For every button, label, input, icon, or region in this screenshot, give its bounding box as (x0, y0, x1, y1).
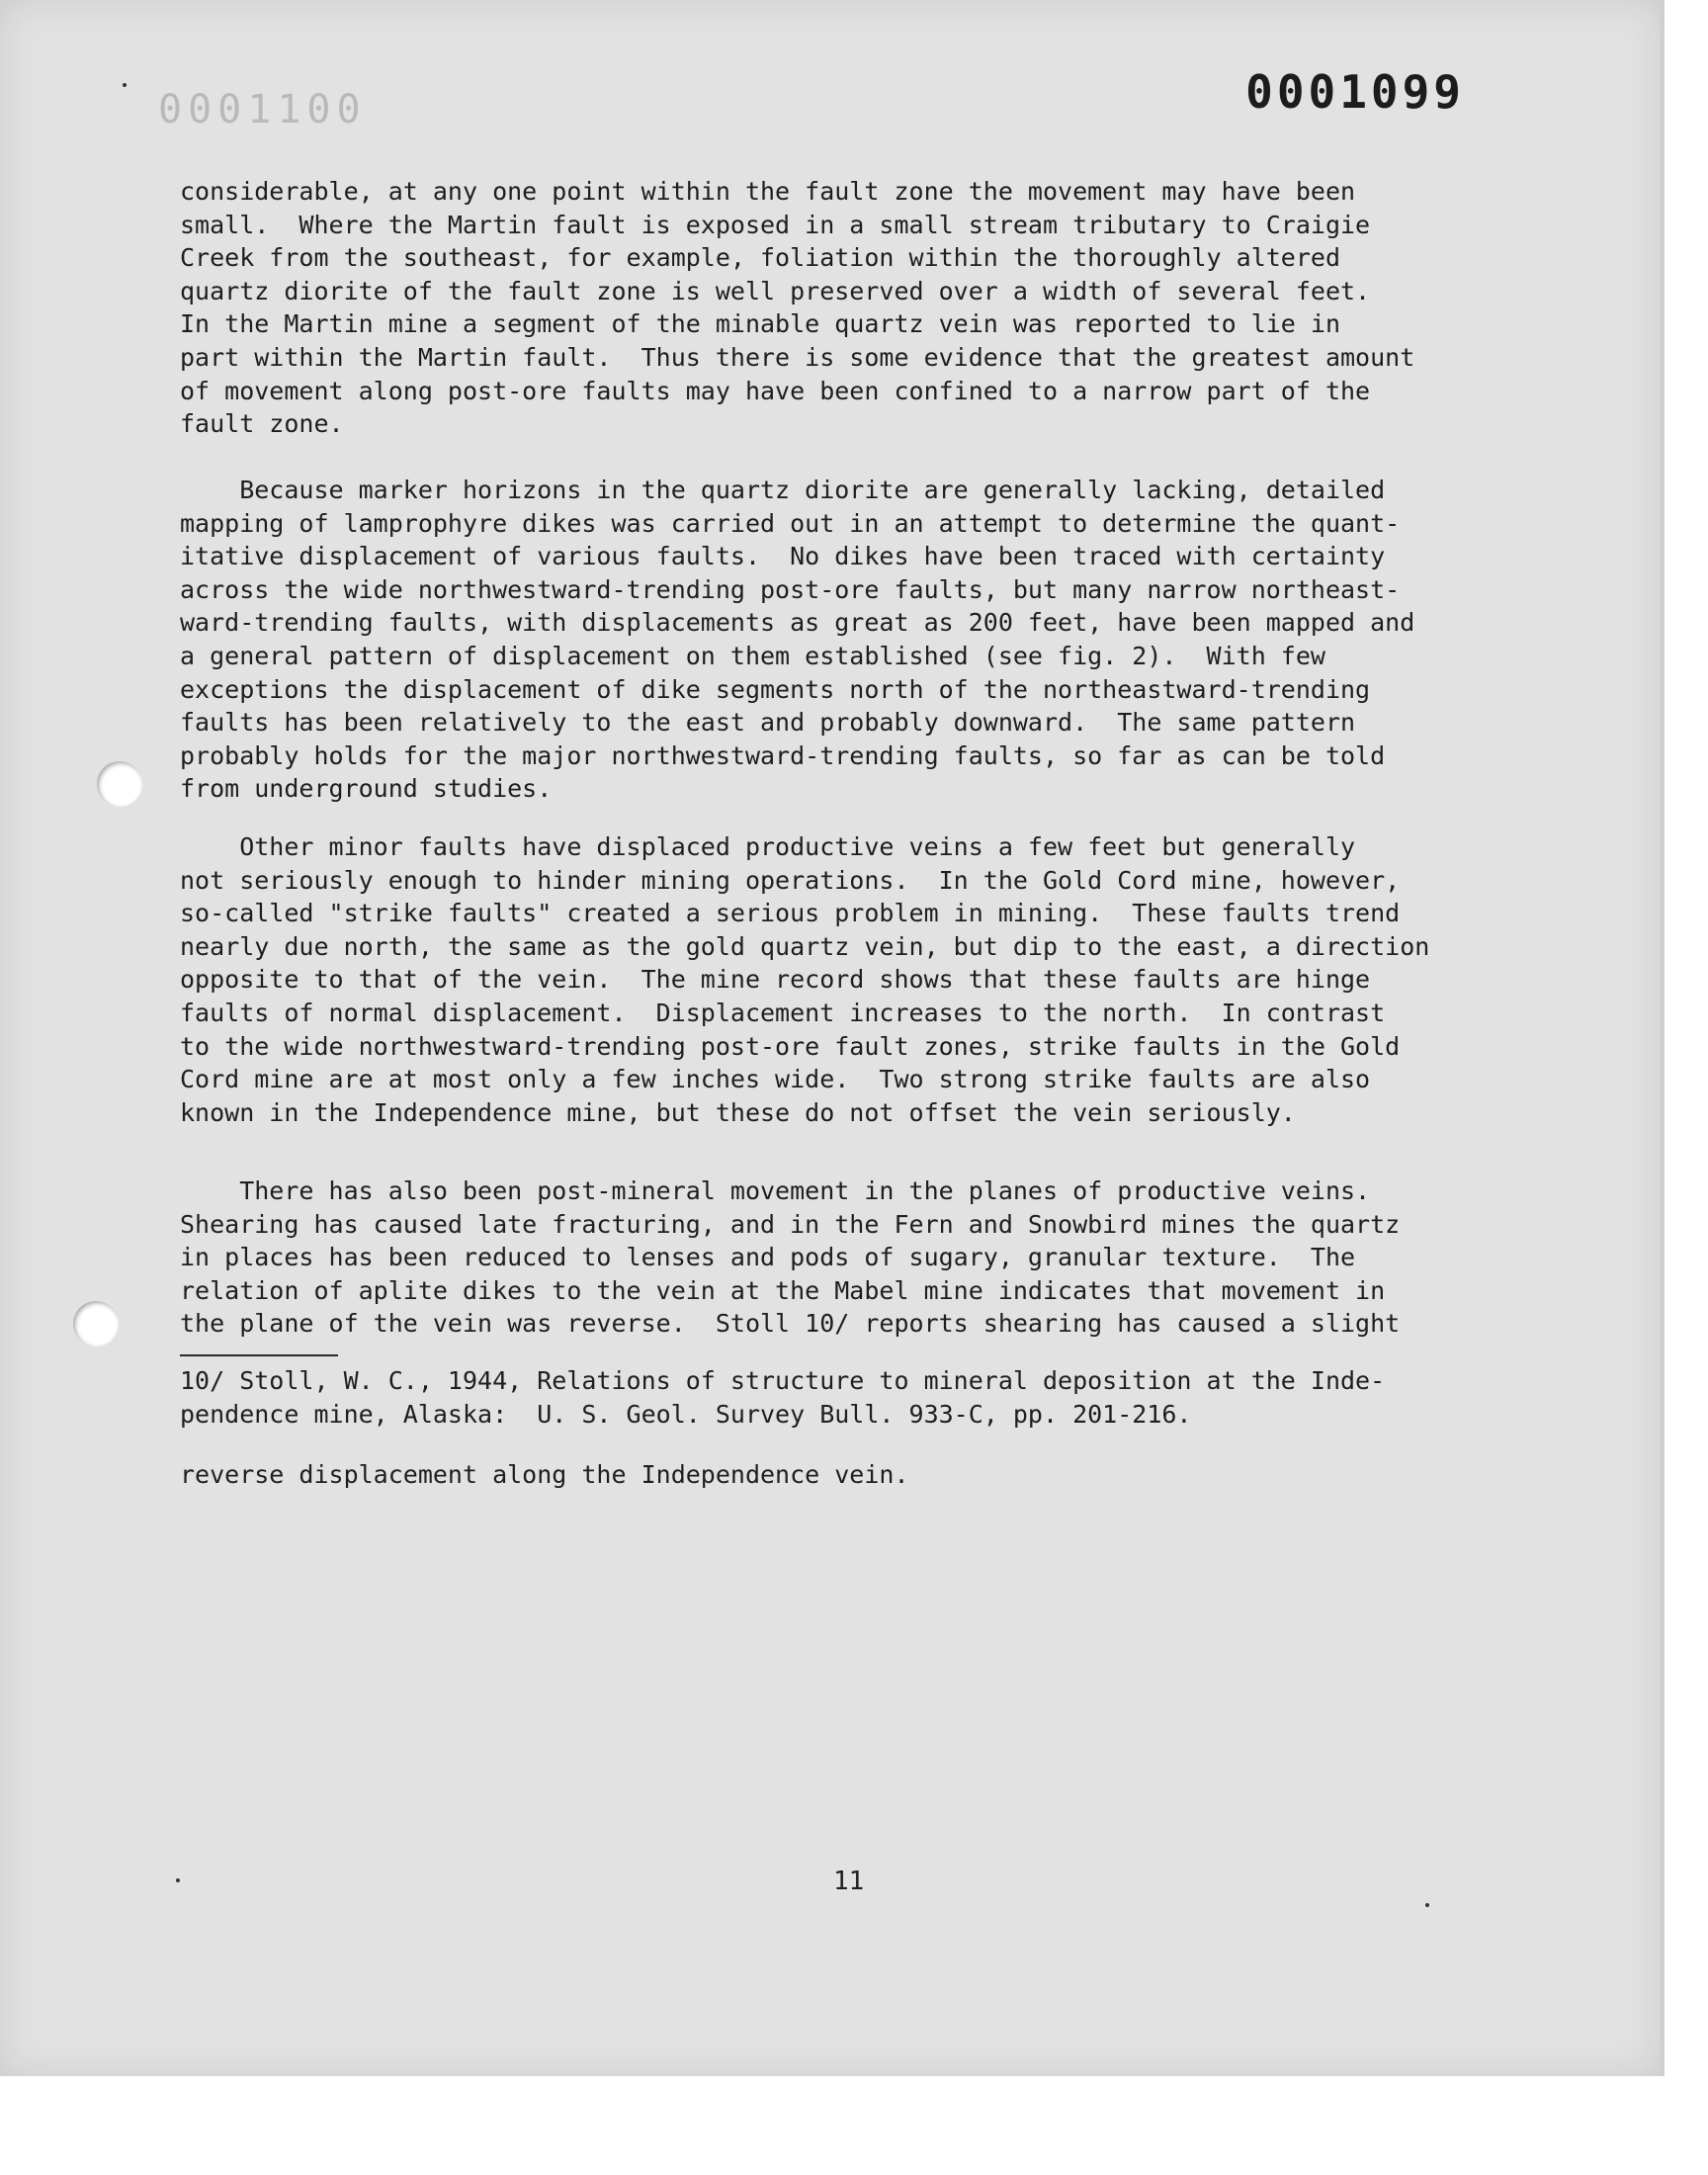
paper-speck (176, 1878, 180, 1882)
paper-speck (1425, 1903, 1429, 1907)
paper-speck (123, 83, 127, 87)
footnote-rule (180, 1354, 338, 1356)
punch-hole-upper (97, 761, 142, 807)
bleed-through-number: 0001100 (158, 87, 367, 132)
paragraph-1: considerable, at any one point within the fault zone the movement may have been small. Where the Martin fault is exposed in a small stream tributary to Craigie Creek from the southeast, for example, foliation within the thoroughly altered quartz diorite of the fault zone is well preserved over a width of several feet. In the Martin mine a segment of the minable quartz vein was reported to lie in part within the Martin fault. Thus there is some evidence that the greatest amount of movement along post-ore faults may have been confined to a narrow part of the fault zone. (180, 177, 1415, 439)
punch-hole-lower (73, 1301, 119, 1347)
continuation-line: reverse displacement along the Independence vein. (180, 1460, 909, 1489)
paragraph-4: There has also been post-mineral movement in the planes of productive veins. Shearing has caused late fracturing, and in the Fern and Snowbird mines the quartz in places has been reduced to lenses and pods of sugary, granular texture. The relation of aplite dikes to the vein at the Mabel mine indicates that movement in the plane of the vein was reverse. Stoll 10/ reports shearing has caused a slight (180, 1176, 1401, 1339)
page-number: 11 (833, 1867, 865, 1896)
page-edge (1661, 0, 1665, 2076)
paragraph-2: Because marker horizons in the quartz diorite are generally lacking, detailed mapping of lamprophyre dikes was carried out in an attempt to determine the quant- itative displacement of various faults. No dikes have been traced with certainty across the wide northwestward-trending post-ore faults, but many narrow northeast- ward-trending faults, with displacements as great as 200 feet, have been mapped and a general pattern of displacement on them established (see fig. 2). With few exceptions the displacement of dike segments north of the northeastward-trending faults has been relatively to the east and probably downward. The same pattern probably holds for the major northwestward-trending faults, so far as can be told from underground studies. (180, 476, 1415, 804)
document-number: 0001099 (1245, 65, 1465, 119)
footnote: 10/ Stoll, W. C., 1944, Relations of structure to mineral deposition at the Inde- pendence mine, Alaska: U. S. Geol. Survey Bull. 933-C, pp. 201-216. (180, 1366, 1386, 1429)
paragraph-3: Other minor faults have displaced productive veins a few feet but generally not seriously enough to hinder mining operations. In the Gold Cord mine, however, so-called "strike faults" created a serious problem in mining. These faults trend nearly due north, the same as the gold quartz vein, but dip to the east, a direction opposite to that of the vein. The mine record shows that these faults are hinge faults of normal displacement. Displacement increases to the north. In contrast to the wide northwestward-trending post-ore fault zones, strike faults in the Gold Cord mine are at most only a few inches wide. Two strong strike faults are also known in the Independence mine, but these do not offset the vein seriously. (180, 832, 1430, 1127)
